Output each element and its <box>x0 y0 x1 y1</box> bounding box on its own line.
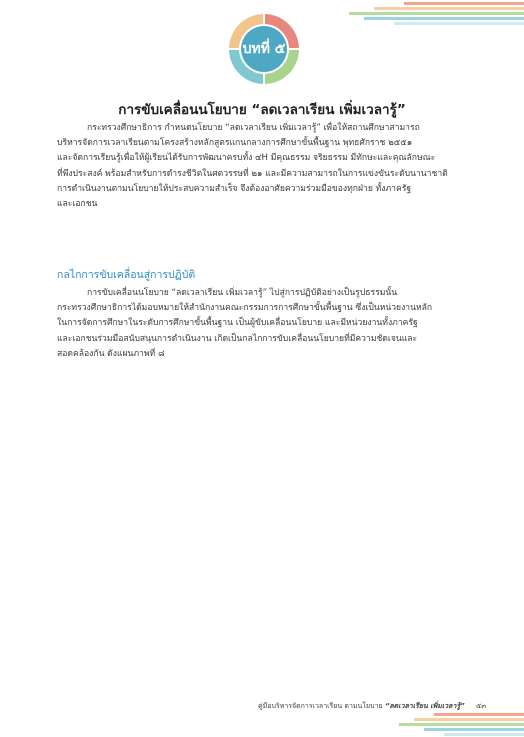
chapter-badge <box>229 14 299 84</box>
paragraph-line: กระทรวงศึกษาธิการ กำหนดนโยบาย “ลดเวลาเรียน เพิ่มเวลารู้” เพื่อให้สถานศึกษาสามารถ <box>87 123 420 133</box>
paragraph-line: และเอกชน <box>57 199 98 210</box>
paragraph-line: การดำเนินงานตามนโยบายให้ประสบความสำเร็จ จึงต้องอาศัยความร่วมมือของทุกฝ่าย ทั้งภาครัฐ <box>57 183 412 194</box>
intro-paragraph <box>57 121 485 212</box>
page-title: การขับเคลื่อนนโยบาย “ลดเวลาเรียน เพิ่มเวลารู้” <box>118 102 406 118</box>
section-heading: กลไกการขับเคลื่อนสู่การปฏิบัติ <box>57 269 196 281</box>
footer-text: คู่มือบริหารจัดการเวลาเรียน ตามนโยบาย <box>258 702 383 710</box>
paragraph-line: กระทรวงศึกษาธิการได้มอบหมายให้สำนักงานคณะกรรมการการศึกษาขั้นพื้นฐาน ซึ่งเป็นหน่วยงานหลัก <box>57 303 433 314</box>
paragraph-line: ที่พึงประสงค์ พร้อมสำหรับการดำรงชีวิตในศตวรรษที่ ๒๑ และมีความสามารถในการแข่งขันระดับนานาชาติ <box>57 168 448 179</box>
bottom-decorative-stripes <box>394 711 524 737</box>
chapter-label: บทที่ ๕ <box>242 41 286 57</box>
paragraph-line: การขับเคลื่อนนโยบาย “ลดเวลาเรียน เพิ่มเวลารู้” ไปสู่การปฏิบัติอย่างเป็นรูปธรรมนั้น <box>87 288 398 298</box>
page-number: ๕๓ <box>476 702 487 710</box>
footer-emphasis: “ลดเวลาเรียน เพิ่มเวลารู้” <box>384 702 465 710</box>
section-paragraph <box>57 286 485 362</box>
paragraph-line: และเอกชนร่วมมือสนับสนุนการดำเนินงาน เกิดเป็นกลไกการขับเคลื่อนนโยบายที่มีความชัดเจนและ <box>57 333 418 344</box>
paragraph-line: บริหารจัดการเวลาเรียนตามโครงสร้างหลักสูตรแกนกลางการศึกษาขั้นพื้นฐาน พุทธศักราช ๒๕๕๑ <box>57 138 413 149</box>
paragraph-line: และจัดการเรียนรู้เพื่อให้ผู้เรียนได้รับการพัฒนาครบทั้ง ๔H มีคุณธรรม จริยธรรม มีทักษะและคุณลักษณะ <box>57 153 436 164</box>
paragraph-line: สอดคล้องกัน ดังแผนภาพที่ ๘ <box>57 348 165 359</box>
top-decorative-stripes <box>334 0 524 28</box>
paragraph-line: ในการจัดการศึกษาในระดับการศึกษาขั้นพื้นฐาน เป็นผู้ขับเคลื่อนนโยบาย และมีหน่วยงานทั้งภาครัฐ <box>57 318 418 329</box>
